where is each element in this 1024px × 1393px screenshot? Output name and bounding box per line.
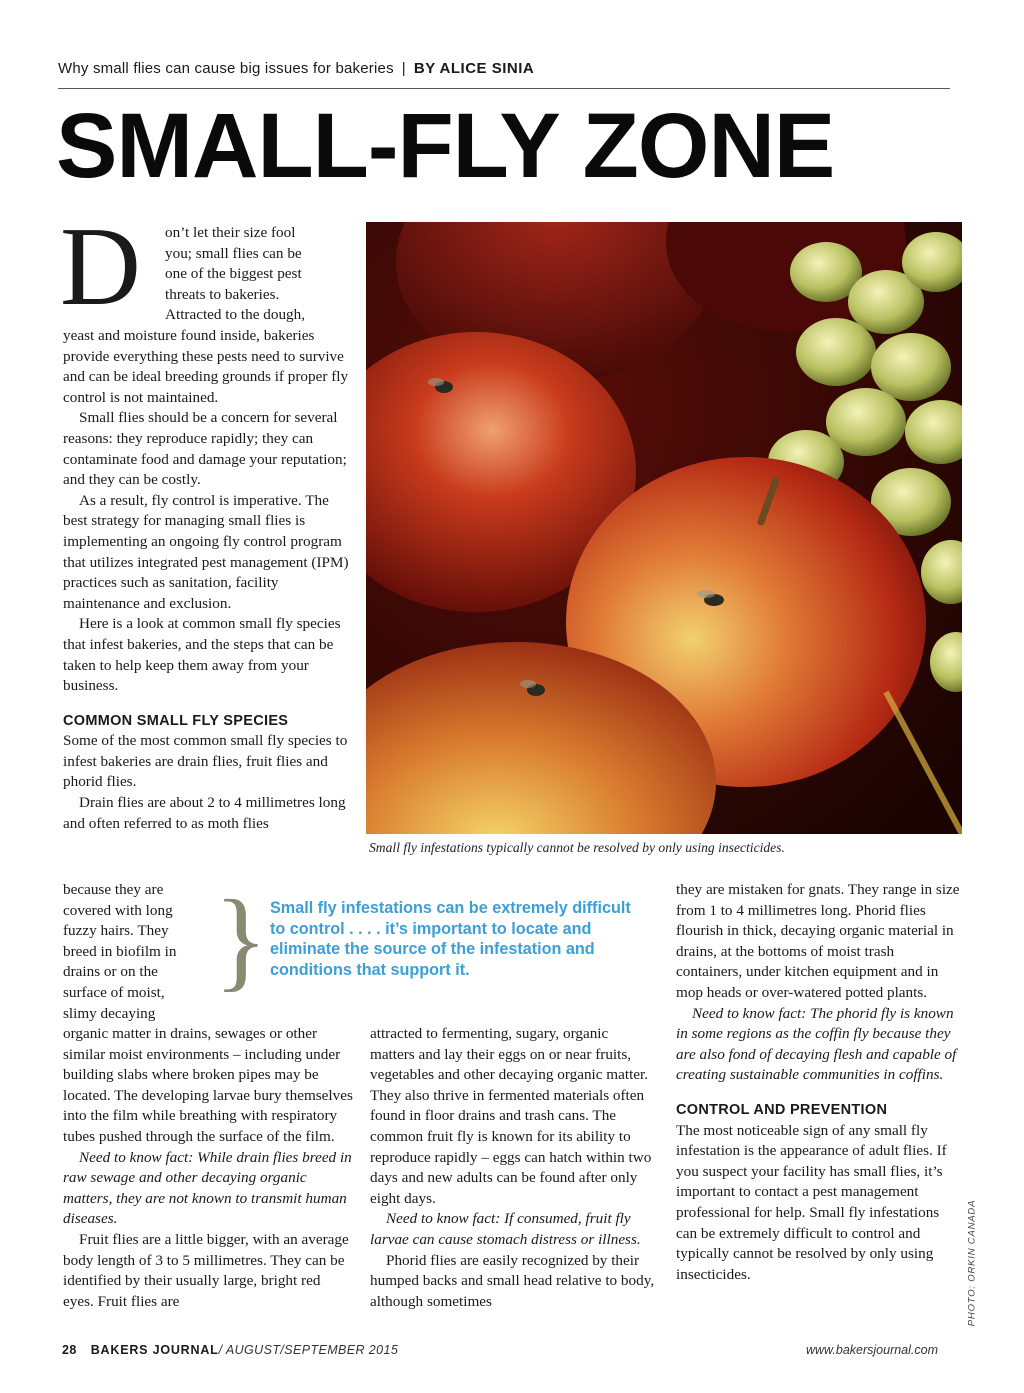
byline: BY ALICE SINIA xyxy=(413,60,535,77)
narrow-line: surface of moist, xyxy=(63,983,165,1001)
section-heading-control: CONTROL AND PREVENTION xyxy=(676,1101,888,1118)
photo-credit-text: PHOTO: ORKIN CANADA xyxy=(966,1199,978,1327)
paragraph: they are mistaken for gnats. They range in size from 1 to 4 millimetres long. Phorid flies flourish in thick, decaying organic material in drains, at the bottoms of moist trash containers, under kitchen equipment and in mop heads or over-watered potted plants. xyxy=(676,881,960,1001)
photo-caption: Small fly infestations typically cannot be resolved by only using insecticides. xyxy=(369,840,785,855)
intro-line: threats to bakeries. xyxy=(165,285,280,303)
apples-photo xyxy=(366,222,962,834)
drop-cap: D xyxy=(60,205,141,329)
paragraph: Fruit flies are a little bigger, with an average body length of 3 to 5 millimetres. They can be identified by their usually large, bright red eyes. Fruit flies are xyxy=(63,1230,349,1310)
narrow-line: fuzzy hairs. They xyxy=(63,922,169,940)
apples-illustration xyxy=(366,222,962,834)
publication-name: BAKERS JOURNAL xyxy=(90,1343,219,1357)
intro-paragraph: yeast and moisture found inside, bakeries provide everything these pests need to survive and can be ideal breeding grounds if proper fly control is not maintained. xyxy=(63,327,349,406)
column-2 xyxy=(370,1024,655,1312)
paragraph: Here is a look at common small fly species that infest bakeries, and the steps that can be taken to help keep them away from your business. xyxy=(63,615,341,695)
article-kicker xyxy=(58,60,534,77)
footer-left xyxy=(62,1343,398,1357)
paragraph: Small flies should be a concern for several reasons: they reproduce rapidly; they can contaminate food and damage your reputation; and they can be costly. xyxy=(63,409,347,489)
paragraph: Drain flies are about 2 to 4 millimetres long and often referred to as moth flies xyxy=(63,794,346,832)
page-number: 28 xyxy=(62,1343,77,1357)
paragraph: organic matter in drains, sewages or other similar moist environments – including under building slabs where broken pipes may be located. The developing larvae bury themselves into the film while breathing with respiratory tubes pushed through the surface of the film. xyxy=(63,1025,353,1145)
paragraph: Some of the most common small fly species to infest bakeries are drain flies, fruit flies and phorid flies. xyxy=(63,732,348,791)
column-1-lower xyxy=(63,1024,353,1312)
paragraph: As a result, fly control is imperative. The best strategy for managing small flies is implementing an ongoing fly control program that utilizes integrated pest management (IPM) practices such as sanitation, facility maintenance and exclusion. xyxy=(63,491,349,612)
column-1 xyxy=(63,326,353,834)
fact-drain-flies: Need to know fact: While drain flies breed in raw sewage and other decaying organic matters, they are not known to transmit human diseases. xyxy=(63,1148,352,1228)
intro-line: one of the biggest pest xyxy=(165,265,302,283)
paragraph: Phorid flies are easily recognized by their humped backs and small head relative to body, although sometimes xyxy=(370,1251,655,1310)
headline: SMALL-FLY ZONE xyxy=(56,95,835,197)
section-heading-species: COMMON SMALL FLY SPECIES xyxy=(63,712,289,729)
paragraph: attracted to fermenting, sugary, organic matters and lay their eggs on or near fruits, vegetables and other decaying organic matter. They also thrive in fermented materials often found in floor drains and trash cans. The common fruit fly is known for its ability to reproduce rapidly – eggs can hatch within two days and new adults can be found after only eight days. xyxy=(370,1025,652,1207)
column-3 xyxy=(676,880,961,1285)
column-1-narrow xyxy=(63,880,213,1024)
narrow-line: drains or on the xyxy=(63,963,158,981)
intro-line: Attracted to the dough, xyxy=(165,306,306,324)
narrow-line: because they are xyxy=(63,881,164,898)
footer-url[interactable]: www.bakersjournal.com xyxy=(806,1343,938,1357)
fact-phorid-flies: Need to know fact: The phorid fly is known in some regions as the coffin fly because they are also fond of decaying flesh and capable of creating sustainable communities in coffins. xyxy=(676,1004,957,1084)
narrow-line: covered with long xyxy=(63,901,173,919)
fact-fruit-flies: Need to know fact: If consumed, fruit fly larvae can cause stomach distress or illness. xyxy=(370,1210,641,1248)
narrow-line: breed in biofilm in xyxy=(63,942,177,960)
paragraph: The most noticeable sign of any small fly infestation is the appearance of adult flies. If you suspect your facility has small flies, it’s important to contact a pest management professional for help. Small fly infestations can be extremely difficult to control and typically cannot be resolved by only using insecticides. xyxy=(676,1121,947,1283)
kicker-separator: | xyxy=(401,60,406,77)
narrow-line: slimy decaying xyxy=(63,1004,156,1022)
intro-line: on’t let their size fool xyxy=(165,224,296,241)
photo-credit xyxy=(958,1198,986,1328)
issue-date: / AUGUST/SEPTEMBER 2015 xyxy=(218,1343,399,1357)
intro-line: you; small flies can be xyxy=(165,244,302,262)
pullquote-brace: } xyxy=(214,878,268,1002)
header-rule xyxy=(58,88,950,89)
intro-wrap xyxy=(165,223,355,326)
pullquote: Small fly infestations can be extremely difficult to control . . . . it’s important to locate and eliminate the source of the infestation and conditions that support it. xyxy=(270,899,631,979)
kicker-text: Why small flies can cause big issues for bakeries xyxy=(58,60,394,77)
